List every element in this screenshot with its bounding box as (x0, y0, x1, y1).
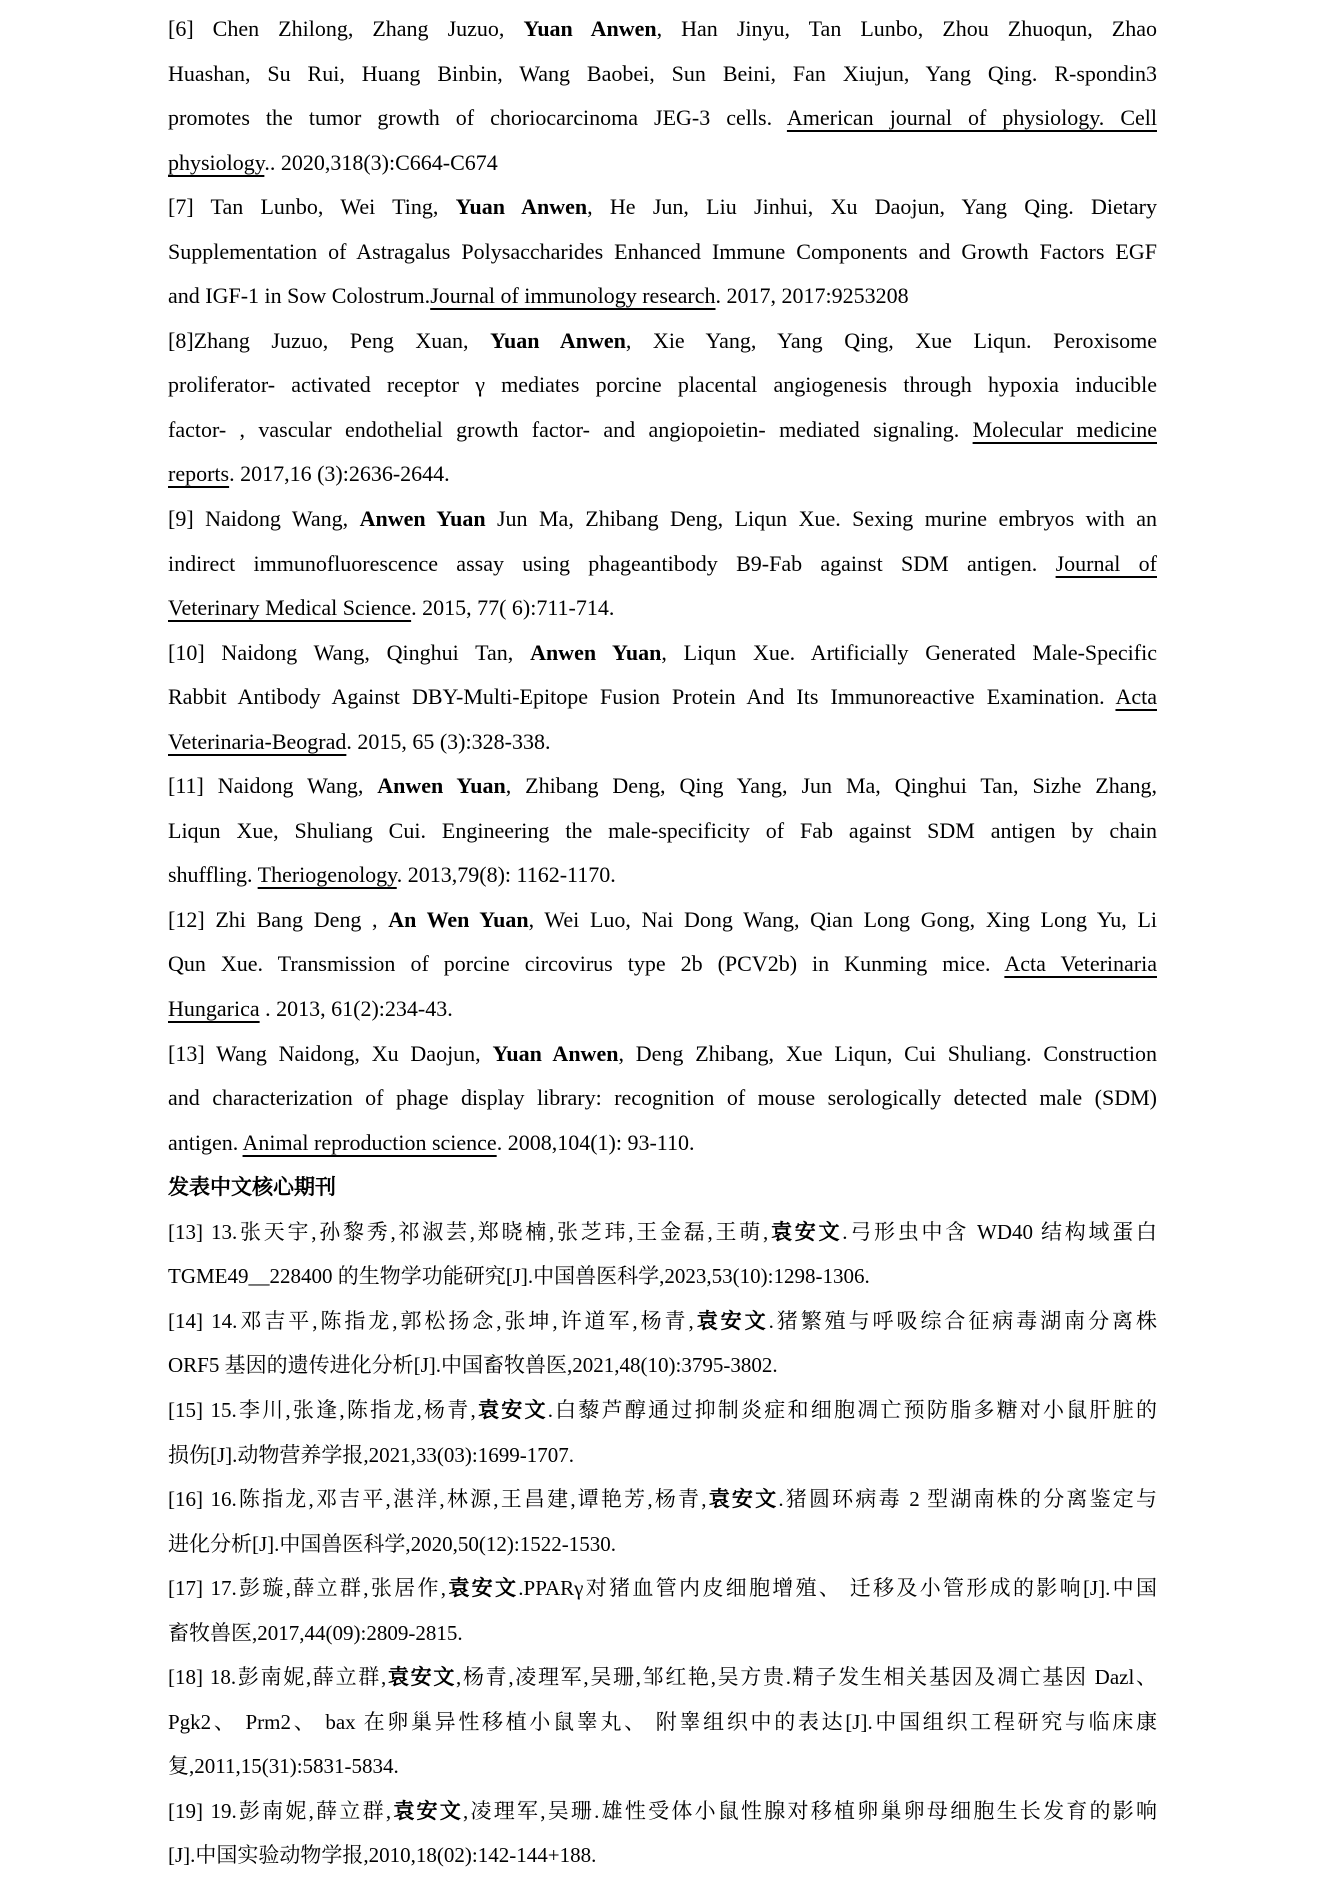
text-line (168, 230, 1157, 275)
text-segment: . 2008,104(1): 93-110. (496, 1129, 695, 1155)
text-segment: ,杨青,凌理军,吴珊,邹红艳,吴方贵.精子发生相关基因及凋亡基因 Dazl、 (456, 1665, 1157, 1690)
reference-14 (168, 1299, 1157, 1388)
text-segment: . 2013,79(8): 1162-1170. (396, 862, 616, 888)
author-name-bold: 袁安文 (475, 1397, 548, 1422)
journal-title-underlined: reports (168, 461, 230, 487)
text-segment: [13] Wang Naidong, Xu Daojun, (168, 1040, 493, 1066)
author-name-bold: 袁安文 (386, 1665, 457, 1690)
text-line (168, 1165, 1157, 1210)
text-line (168, 7, 1157, 52)
text-segment: , Liqun Xue. Artificially Generated Male-Specific (661, 639, 1157, 665)
author-name-bold: Yuan Anwen (523, 16, 657, 41)
text-segment: Supplementation of Astragalus Polysaccharides Enhanced Immune Components and Growth Factors EGF (168, 238, 1157, 264)
text-line (168, 586, 1157, 631)
text-segment: .猪圆环病毒 2 型湖南株的分离鉴定与 (778, 1487, 1157, 1512)
section-heading-chinese-core-journals (168, 1165, 1157, 1210)
text-segment: [17] 17.彭璇,薛立群,张居作, (168, 1576, 447, 1601)
text-line (168, 1032, 1157, 1077)
author-name-bold: Anwen Yuan (377, 773, 506, 799)
journal-title-underlined: Animal reproduction science (242, 1129, 497, 1155)
text-segment: . 2015, 77( 6):711-714. (411, 595, 615, 621)
text-line (168, 1744, 1157, 1789)
text-line (168, 1611, 1157, 1656)
text-line (168, 1833, 1157, 1878)
text-line (168, 942, 1157, 987)
text-line (168, 408, 1157, 453)
text-segment: Pgk2、 Prm2、 bax 在卵巢异性移植小鼠睾丸、 附睾组织中的表达[J].中国组织工程研究与临床康 (168, 1709, 1157, 1734)
text-segment: . 2013, 61(2):234-43. (259, 996, 453, 1022)
text-segment: , He Jun, Liu Jinhui, Xu Daojun, Yang Qing. Dietary (587, 194, 1157, 220)
author-name-bold: Yuan Anwen (490, 327, 626, 353)
text-segment: . 2015, 65 (3):328-338. (346, 728, 551, 754)
author-name-bold: Yuan Anwen (492, 1040, 619, 1066)
reference-15 (168, 1388, 1157, 1477)
text-line (168, 141, 1157, 186)
author-name-bold: 袁安文 (391, 1798, 464, 1823)
text-segment: and characterization of phage display library: recognition of mouse serologically detected male (SDM) (168, 1085, 1157, 1111)
text-line (168, 1566, 1157, 1611)
text-line (168, 185, 1157, 230)
author-name-bold: 袁安文 (768, 1219, 843, 1244)
reference-6 (168, 7, 1157, 185)
text-segment: [11] Naidong Wang, (168, 773, 378, 799)
text-segment: .白藜芦醇通过抑制炎症和细胞凋亡预防脂多糖对小鼠肝脏的 (547, 1397, 1157, 1422)
author-name-bold: 袁安文 (446, 1576, 519, 1601)
text-segment: , Xie Yang, Yang Qing, Xue Liqun. Peroxisome (625, 327, 1157, 353)
text-line (168, 631, 1157, 676)
text-segment: factor- , vascular endothelial growth factor- and angiopoietin- mediated signaling. (168, 416, 973, 442)
text-segment: [18] 18.彭南妮,薛立群, (168, 1665, 387, 1690)
text-line (168, 898, 1157, 943)
text-line (168, 1254, 1157, 1299)
text-line (168, 1121, 1157, 1166)
journal-title-underlined: Molecular medicine (972, 416, 1157, 442)
text-segment: 损伤[J].动物营养学报,2021,33(03):1699-1707. (168, 1442, 574, 1467)
text-line (168, 1433, 1157, 1478)
text-line (168, 1210, 1157, 1255)
journal-title-underlined: American journal of physiology. Cell (786, 105, 1157, 131)
text-segment: [15] 15.李川,张逢,陈指龙,杨青, (168, 1397, 476, 1422)
text-segment: proliferator- activated receptor γ mediates porcine placental angiogenesis through hypoxia inducible (168, 372, 1157, 398)
text-line (168, 1076, 1157, 1121)
journal-title-underlined: Theriogenology (257, 862, 397, 888)
text-line (168, 497, 1157, 542)
reference-10 (168, 631, 1157, 765)
text-line (168, 1522, 1157, 1567)
publication-list (168, 7, 1157, 1878)
text-segment: , Deng Zhibang, Xue Liqun, Cui Shuliang. Construction (618, 1040, 1157, 1066)
text-segment: shuffling. (168, 862, 258, 888)
reference-13-english (168, 1032, 1157, 1166)
text-segment: indirect immunofluorescence assay using phageantibody B9-Fab against SDM antigen. (168, 550, 1056, 576)
text-line (168, 542, 1157, 587)
text-segment: Huashan, Su Rui, Huang Binbin, Wang Baobei, Sun Beini, Fan Xiujun, Yang Qing. R-spondin3 (168, 60, 1157, 86)
reference-7 (168, 185, 1157, 319)
reference-11 (168, 764, 1157, 898)
text-line (168, 52, 1157, 97)
reference-18 (168, 1655, 1157, 1789)
text-segment: . 2017,16 (3):2636-2644. (229, 461, 450, 487)
text-line (168, 1477, 1157, 1522)
text-segment: [14] 14.邓吉平,陈指龙,郭松扬念,张坤,许道军,杨青, (168, 1308, 694, 1333)
text-line (168, 1388, 1157, 1433)
text-segment: [10] Naidong Wang, Qinghui Tan, (168, 639, 531, 665)
author-name-bold: Yuan Anwen (455, 194, 588, 220)
text-line (168, 675, 1157, 720)
text-segment: [7] Tan Lunbo, Wei Ting, (168, 194, 456, 220)
text-line (168, 987, 1157, 1032)
text-segment: Qun Xue. Transmission of porcine circovirus type 2b (PCV2b) in Kunming mice. (168, 951, 1005, 977)
reference-16 (168, 1477, 1157, 1566)
text-segment: Liqun Xue, Shuliang Cui. Engineering the male-specificity of Fab against SDM antigen by chain (168, 817, 1157, 843)
text-segment: .猪繁殖与呼吸综合征病毒湖南分离株 (768, 1308, 1157, 1333)
text-segment: ORF5 基因的遗传进化分析[J].中国畜牧兽医,2021,48(10):3795-3802. (168, 1353, 778, 1378)
text-line (168, 809, 1157, 854)
text-segment: antigen. (168, 1129, 243, 1155)
text-line (168, 452, 1157, 497)
text-line (168, 1655, 1157, 1700)
text-segment: [12] Zhi Bang Deng , (168, 906, 389, 932)
text-segment: Rabbit Antibody Against DBY-Multi-Epitope Fusion Protein And Its Immunoreactive Examination. (168, 684, 1116, 710)
author-name-bold: Anwen Yuan (359, 506, 486, 532)
text-segment: [9] Naidong Wang, (168, 506, 360, 532)
journal-title-underlined: Acta Veterinaria (1004, 951, 1157, 977)
reference-8 (168, 319, 1157, 497)
journal-title-underlined: Journal of (1055, 550, 1157, 576)
text-line (168, 1789, 1157, 1834)
text-line (168, 764, 1157, 809)
author-name-bold: 发表中文核心期刊 (168, 1175, 336, 1200)
author-name-bold: An Wen Yuan (388, 906, 529, 932)
text-line (168, 1299, 1157, 1344)
text-segment: [8]Zhang Juzuo, Peng Xuan, (168, 327, 491, 353)
text-segment: , Han Jinyu, Tan Lunbo, Zhou Zhuoqun, Zhao (656, 16, 1157, 41)
reference-13-chinese (168, 1210, 1157, 1299)
text-segment: ,凌理军,吴珊.雄性受体小鼠性腺对移植卵巢卵母细胞生长发育的影响 (463, 1798, 1157, 1823)
reference-9 (168, 497, 1157, 631)
text-line (168, 274, 1157, 319)
text-segment: [13] 13.张天宇,孙黎秀,祁淑芸,郑晓楠,张芝玮,王金磊,王萌, (168, 1219, 769, 1244)
journal-title-underlined: Veterinary Medical Science (168, 595, 412, 621)
text-segment: 复,2011,15(31):5831-5834. (168, 1754, 399, 1779)
reference-12 (168, 898, 1157, 1032)
text-line (168, 720, 1157, 765)
text-line (168, 1700, 1157, 1745)
author-name-bold: 袁安文 (706, 1487, 779, 1512)
text-segment: .. 2020,318(3):C664-C674 (264, 149, 498, 175)
text-line (168, 96, 1157, 141)
text-segment: 进化分析[J].中国兽医科学,2020,50(12):1522-1530. (168, 1531, 616, 1556)
journal-title-underlined: Hungarica (168, 996, 260, 1022)
reference-17 (168, 1566, 1157, 1655)
text-segment: , Zhibang Deng, Qing Yang, Jun Ma, Qinghui Tan, Sizhe Zhang, (505, 773, 1157, 799)
text-segment: , Wei Luo, Nai Dong Wang, Qian Long Gong, Xing Long Yu, Li (528, 906, 1157, 932)
text-line (168, 1343, 1157, 1388)
text-segment: [16] 16.陈指龙,邓吉平,湛洋,林源,王昌建,谭艳芳,杨青, (168, 1487, 707, 1512)
text-segment: .PPARγ对猪血管内皮细胞增殖、 迁移及小管形成的影响[J].中国 (518, 1576, 1157, 1601)
text-segment: [6] Chen Zhilong, Zhang Juzuo, (168, 16, 524, 41)
text-segment: and IGF-1 in Sow Colostrum. (168, 283, 431, 309)
text-segment: TGME49__228400 的生物学功能研究[J].中国兽医科学,2023,53(10):1298-1306. (168, 1264, 870, 1289)
text-segment: 畜牧兽医,2017,44(09):2809-2815. (168, 1620, 463, 1645)
journal-title-underlined: Journal of immunology research (430, 283, 716, 309)
journal-title-underlined: Veterinaria-Beograd (168, 728, 347, 754)
reference-19 (168, 1789, 1157, 1878)
text-segment: [J].中国实验动物学报,2010,18(02):142-144+188. (168, 1843, 597, 1868)
author-name-bold: Anwen Yuan (530, 639, 662, 665)
text-line (168, 319, 1157, 364)
text-segment: . 2017, 2017:9253208 (715, 283, 909, 309)
text-line (168, 363, 1157, 408)
text-segment: .弓形虫中含 WD40 结构域蛋白 (842, 1219, 1157, 1244)
text-segment: Jun Ma, Zhibang Deng, Liqun Xue. Sexing murine embryos with an (485, 506, 1157, 532)
author-name-bold: 袁安文 (693, 1308, 769, 1333)
text-line (168, 853, 1157, 898)
journal-title-underlined: Acta (1115, 684, 1157, 710)
text-segment: [19] 19.彭南妮,薛立群, (168, 1798, 392, 1823)
text-segment: promotes the tumor growth of choriocarcinoma JEG-3 cells. (168, 105, 787, 131)
journal-title-underlined: physiology (168, 149, 265, 175)
